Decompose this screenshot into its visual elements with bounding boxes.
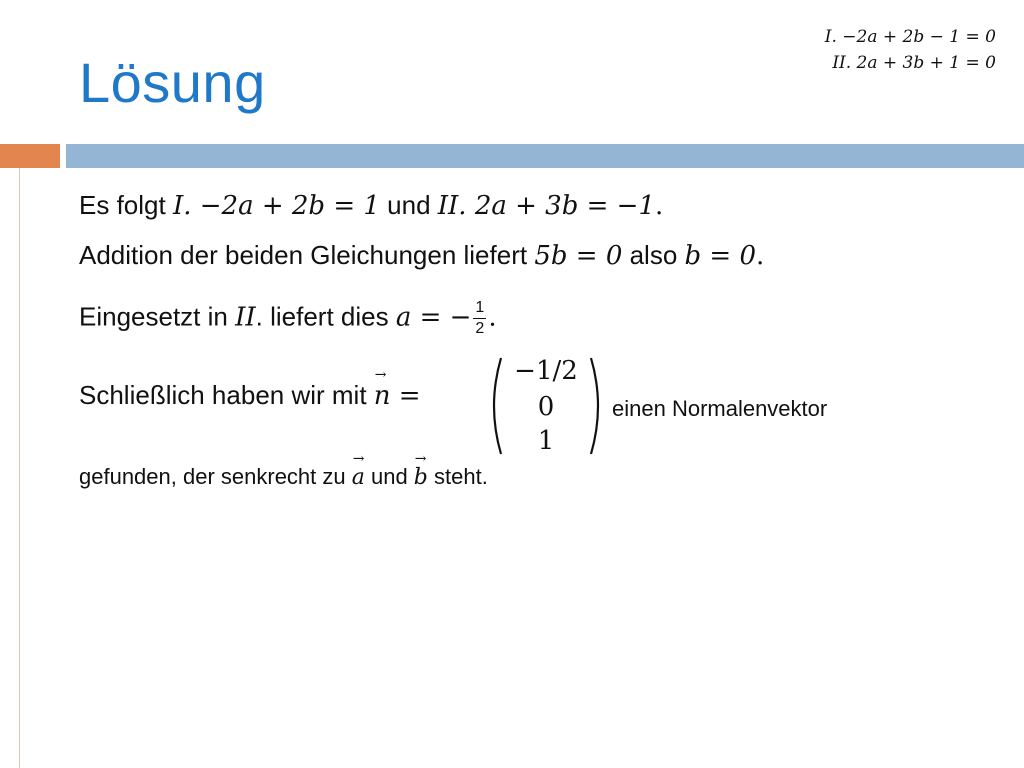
vector-entry-2: 0 [537, 392, 555, 422]
vector-n-symbol: n [373, 381, 391, 411]
line5-text-c: steht. [427, 464, 488, 489]
corner-equations [825, 24, 996, 76]
corner-equation-2: II. 2a + 3b + 1 = 0 [832, 53, 996, 73]
line3-text-b: . liefert dies [255, 301, 396, 332]
accent-bar-blue [66, 144, 1024, 168]
vector-b [413, 451, 428, 490]
text-line-3 [79, 298, 497, 339]
line2-period: . [756, 241, 765, 271]
column-vector [484, 356, 608, 460]
line3-text-a: Eingesetzt in [79, 301, 236, 332]
line2-equation-2: b = 0 [684, 241, 757, 271]
left-parenthesis-icon [484, 356, 504, 456]
vector-n [373, 367, 391, 411]
fraction-numerator: 1 [473, 298, 486, 319]
line3-equation: a = − [395, 302, 472, 333]
line1-text-a: Es folgt [79, 190, 173, 220]
vector-a-arrow-icon: → [352, 451, 365, 467]
line4-text-a: Schließlich haben wir mit [79, 380, 374, 410]
corner-equation-1: I. −2a + 2b − 1 = 0 [824, 27, 996, 47]
line2-text-a: Addition der beiden Gleichungen liefert [79, 240, 535, 270]
text-line-4 [79, 367, 421, 411]
text-line-1 [79, 190, 663, 221]
vector-entry-1: −1/2 [514, 356, 578, 386]
line5-text-b: und [364, 464, 414, 489]
line4-tail-text: einen Normalenvektor [612, 396, 828, 421]
vector-a [351, 451, 365, 490]
line4-equals: = [390, 381, 421, 411]
fraction-denominator: 2 [475, 320, 485, 337]
line3-math-roman: II [235, 302, 256, 333]
line2-equation-1: 5b = 0 [534, 241, 623, 271]
line2-text-b: also [622, 240, 685, 270]
vector-a-symbol: a [351, 465, 365, 490]
line1-equation-2: II. 2a + 3b = −1 [437, 191, 656, 221]
fraction [473, 298, 486, 339]
line1-text-b: und [379, 190, 438, 220]
line3-period: . [488, 302, 497, 333]
right-parenthesis-icon [588, 356, 608, 456]
left-margin-rule [19, 168, 20, 768]
line5-text-a: gefunden, der senkrecht zu [79, 464, 352, 489]
line1-period: . [655, 191, 664, 221]
line1-equation-1: I. −2a + 2b = 1 [172, 191, 380, 221]
vector-b-symbol: b [413, 465, 428, 490]
vector-b-arrow-icon: → [414, 451, 427, 467]
vector-entry-3: 1 [537, 426, 555, 456]
accent-bar-orange [0, 144, 60, 168]
text-line-2 [79, 240, 764, 271]
text-line-5 [79, 451, 488, 490]
slide-title: Lösung [79, 51, 266, 114]
vector-arrow-icon: → [374, 367, 387, 383]
